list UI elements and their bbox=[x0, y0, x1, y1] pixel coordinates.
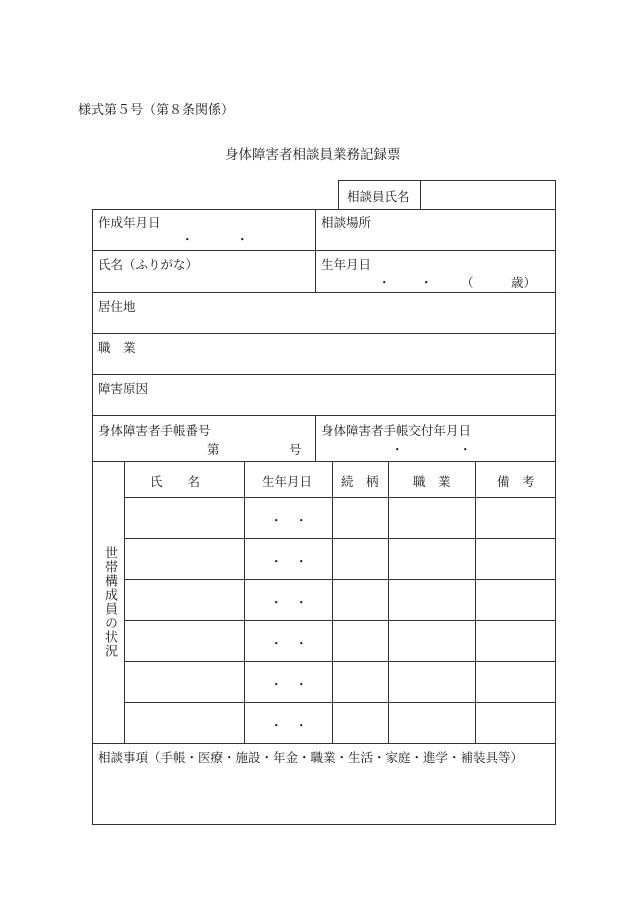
household-date-dots: ・ ・ bbox=[270, 595, 308, 610]
table-top-border bbox=[92, 209, 556, 210]
household-col-divider bbox=[475, 461, 476, 743]
disability-cause-label: 障害原因 bbox=[98, 381, 149, 396]
household-col-divider bbox=[388, 461, 389, 743]
handbook-number-label: 身体障害者手帳番号 bbox=[98, 423, 211, 438]
consultation-field[interactable] bbox=[94, 768, 554, 823]
household-date-dots: ・ ・ bbox=[270, 677, 308, 692]
date-dot: ・ bbox=[236, 232, 249, 247]
row-separator bbox=[92, 292, 556, 293]
table-right-border bbox=[555, 209, 556, 825]
date-dot: ・ bbox=[181, 232, 194, 247]
handbook-dai: 第 bbox=[207, 442, 220, 457]
table-bottom-border bbox=[92, 824, 556, 825]
age-suffix: 歳） bbox=[511, 275, 537, 290]
birthdate-label: 生年月日 bbox=[321, 257, 372, 272]
column-divider-handbook bbox=[315, 415, 316, 461]
counselor-name-field[interactable] bbox=[421, 181, 554, 208]
household-row-line bbox=[124, 579, 556, 580]
counselor-box-right bbox=[555, 180, 556, 209]
row-separator bbox=[92, 743, 556, 744]
row-separator bbox=[92, 333, 556, 334]
occupation-label: 職 業 bbox=[98, 340, 136, 355]
location-label: 相談場所 bbox=[321, 215, 372, 230]
page-title: 身体障害者相談員業務記録票 bbox=[225, 147, 401, 163]
household-row-line bbox=[124, 538, 556, 539]
age-paren-open: （ bbox=[461, 275, 474, 290]
residence-label: 居住地 bbox=[98, 299, 136, 314]
handbook-go: 号 bbox=[289, 442, 302, 457]
household-row-line bbox=[124, 702, 556, 703]
consultation-label: 相談事項（手帳・医療・施設・年金・職業・生活・家庭・進学・補装具等） bbox=[98, 750, 524, 765]
household-col-divider bbox=[332, 461, 333, 743]
row-separator bbox=[92, 374, 556, 375]
date-dot: ・ bbox=[459, 442, 472, 457]
household-row-line bbox=[124, 620, 556, 621]
date-dot: ・ bbox=[420, 275, 433, 290]
form-number: 様式第５号（第８条関係） bbox=[78, 103, 235, 118]
household-row-line bbox=[124, 497, 556, 498]
household-date-dots: ・ ・ bbox=[270, 513, 308, 528]
row-separator bbox=[92, 250, 556, 251]
row-separator bbox=[92, 461, 556, 462]
counselor-box-left bbox=[338, 180, 339, 209]
name-label: 氏名（ふりがな） bbox=[98, 257, 199, 272]
created-date-label: 作成年月日 bbox=[98, 215, 161, 230]
household-side-label: 世帯構成員の状況 bbox=[102, 546, 117, 658]
table-left-border bbox=[92, 209, 93, 825]
column-divider-upper bbox=[315, 209, 316, 292]
household-header-remarks: 備 考 bbox=[497, 474, 535, 489]
household-date-dots: ・ ・ bbox=[270, 636, 308, 651]
household-header-name: 氏 名 bbox=[150, 474, 201, 489]
counselor-name-label: 相談員氏名 bbox=[347, 189, 410, 204]
handbook-issue-date-label: 身体障害者手帳交付年月日 bbox=[321, 423, 472, 438]
household-row-line bbox=[124, 661, 556, 662]
date-dot: ・ bbox=[378, 275, 391, 290]
household-side-divider bbox=[124, 461, 125, 743]
date-dot: ・ bbox=[391, 442, 404, 457]
household-header-birthdate: 生年月日 bbox=[262, 474, 313, 489]
household-date-dots: ・ ・ bbox=[270, 554, 308, 569]
household-date-dots: ・ ・ bbox=[270, 718, 308, 733]
household-header-occupation: 職 業 bbox=[413, 474, 451, 489]
household-header-relation: 続 柄 bbox=[341, 474, 379, 489]
row-separator bbox=[92, 415, 556, 416]
household-col-divider bbox=[244, 461, 245, 743]
